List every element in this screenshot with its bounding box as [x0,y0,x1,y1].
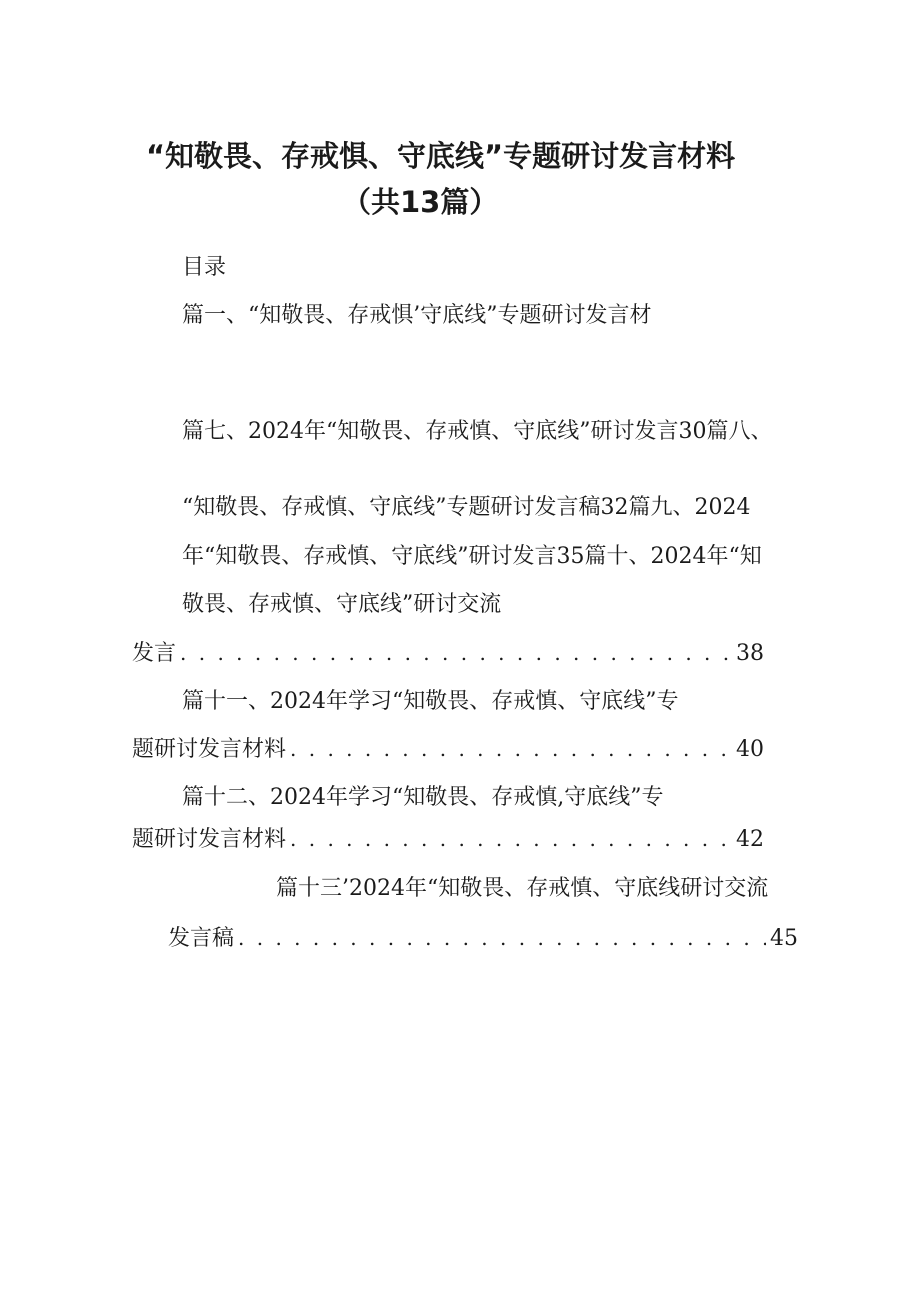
toc-heading: 目录 [182,255,227,280]
toc-page-number: 42 [736,827,764,852]
toc-entry-row-2[interactable] [132,739,764,761]
toc-page-number: 40 [736,737,764,762]
toc-entry-row-3[interactable] [132,829,764,851]
dot-leader [238,928,766,948]
toc-line-8: 篇十三’2024年“知敬畏、存戒慎、守底线研讨交流 [276,876,769,901]
dot-leader [290,739,732,759]
toc-entry-text: 发言 [132,641,177,666]
toc-page-number: 45 [770,926,798,951]
dot-leader [290,829,732,849]
toc-line-7: 篇十二、2024年学习“知敬畏、存戒慎,守底线”专 [182,785,664,810]
toc-line-3: “知敬畏、存戒慎、守底线”专题研讨发言稿32篇九、2024 [182,495,751,520]
toc-entry-row-1[interactable] [132,643,764,665]
toc-entry-text: 发言稿 [168,926,235,951]
toc-line-1: 篇一、“知敬畏、存戒惧’守底线”专题研讨发言材 [182,303,652,328]
toc-entry-text: 题研讨发言材料 [132,737,287,762]
document-title-line-1: “知敬畏、存戒惧、守底线”专题研讨发言材料 [146,139,736,173]
toc-page-number: 38 [736,641,764,666]
dot-leader [180,643,732,663]
toc-line-2: 篇七、2024年“知敬畏、存戒慎、守底线”研讨发言30篇八、 [182,419,773,444]
document-title-line-2: （共13篇） [342,185,499,219]
toc-line-4: 年“知敬畏、存戒慎、守底线”研讨发言35篇十、2024年“知 [182,544,762,569]
toc-line-6: 篇十一、2024年学习“知敬畏、存戒慎、守底线”专 [182,689,679,714]
toc-line-5: 敬畏、存戒慎、守底线”研讨交流 [182,592,502,617]
toc-entry-row-4[interactable] [168,928,798,950]
toc-entry-text: 题研讨发言材料 [132,827,287,852]
